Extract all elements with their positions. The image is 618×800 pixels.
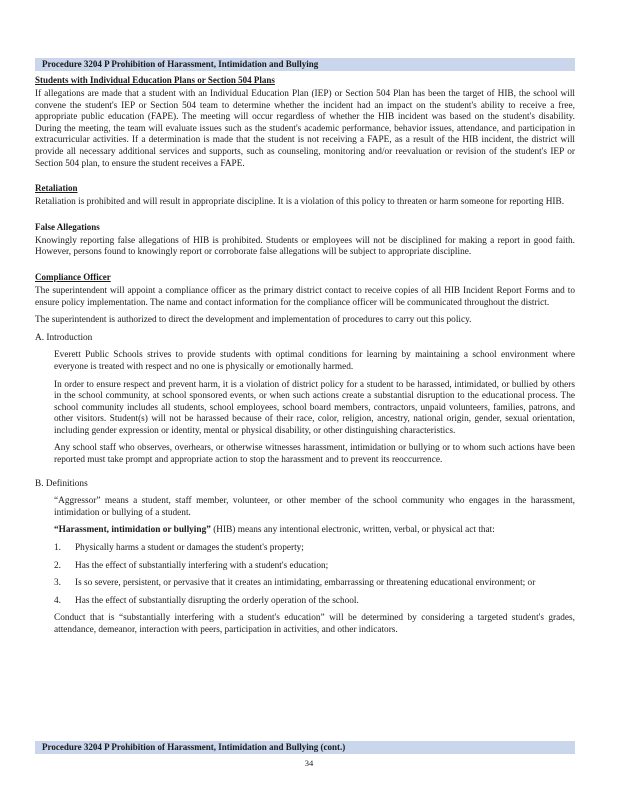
list-item bbox=[54, 561, 575, 573]
list-number: 2. bbox=[54, 560, 61, 571]
list-item bbox=[54, 578, 575, 590]
list-item bbox=[54, 596, 575, 608]
paragraph-intro-1: Everett Public Schools strives to provide students with optimal conditions for learning by maintaining a school environment where everyone is treated with respect and no one is physically or emotionally harmed. bbox=[54, 350, 575, 372]
paragraph-aggressor: “Aggressor” means a student, staff member, volunteer, or other member of the school community who engages in the harassment, intimidation or bullying of a student. bbox=[54, 496, 575, 518]
paragraph-intro-3: Any school staff who observes, overhears, or otherwise witnesses harassment, intimidation or bullying or to whom such actions have been reported must take prompt and appropriate action to stop the harassment and to prevent its reoccurrence. bbox=[54, 443, 575, 466]
paragraph-iep: If allegations are made that a student with an Individual Education Plan (IEP) or Section 504 Plan has been the target of HIB, the school will convene the student's IEP or Section 504 team to determine whether the incident had an impact on the student's ability to receive a free, appropriate public education (FAPE). The meeting will occur regardless of whether the HIB incident was based on the student's disability. During the meeting, the team will evaluate issues such as the student's academic performance, behavior issues, attendance, and participation in extracurricular activities. If a determination is made that the student is not receiving a FAPE, as a result of the HIB incident, the district will provide all necessary additional services and supports, such as counseling, monitoring and/or reevaluation or revision of the student's IEP or Section 504 plan, to ensure the student receives a FAPE. bbox=[35, 89, 575, 169]
section-heading-false-allegations: False Allegations bbox=[35, 221, 100, 232]
section-heading-introduction: A. Introduction bbox=[35, 332, 93, 343]
list-number: 4. bbox=[54, 595, 61, 606]
footer-bar-container bbox=[35, 741, 575, 754]
list-number: 3. bbox=[54, 578, 61, 589]
paragraph-conduct: Conduct that is “substantially interfering with a student's education” will be determined by considering a targeted student's grades, attendance, demeanor, interaction with peers, participation in activities, and other indicators. bbox=[54, 613, 575, 635]
document-page bbox=[35, 58, 575, 637]
section-heading-compliance: Compliance Officer bbox=[35, 271, 111, 282]
page-number: 34 bbox=[304, 758, 314, 768]
paragraph-compliance-2: The superintendent is authorized to direct the development and implementation of procedures to carry out this policy. bbox=[35, 315, 472, 326]
list-text: Has the effect of substantially disrupting the orderly operation of the school. bbox=[75, 595, 359, 606]
paragraph-false-allegations: Knowingly reporting false allegations of HIB is prohibited. Students or employees will not be disciplined for making a report in good faith. However, persons found to knowingly report or corroborate false allegations will be subject to appropriate discipline. bbox=[35, 235, 575, 258]
paragraph-compliance-1: The superintendent will appoint a compliance officer as the primary district contact to receive copies of all HIB Incident Report Forms and to ensure policy implementation. The name and contact information for the compliance officer will be communicated throughout the district. bbox=[35, 285, 575, 308]
list-text: Has the effect of substantially interfering with a student's education; bbox=[75, 560, 329, 571]
section-heading-definitions: B. Definitions bbox=[35, 478, 88, 489]
section-heading-retaliation: Retaliation bbox=[35, 183, 78, 194]
paragraph-hib-definition bbox=[54, 525, 575, 537]
paragraph-retaliation: Retaliation is prohibited and will result in appropriate discipline. It is a violation of this policy to threaten or harm someone for reporting HIB. bbox=[35, 197, 565, 208]
header-bar: Procedure 3204 P Prohibition of Harassment, Intimidation and Bullying bbox=[35, 58, 575, 71]
list-text: Is so severe, persistent, or pervasive that it creates an intimidating, embarrassing or threatening educational environment; or bbox=[75, 578, 536, 589]
section-heading-iep: Students with Individual Education Plans or Section 504 Plans bbox=[35, 75, 275, 85]
list-number: 1. bbox=[54, 543, 61, 554]
list-item bbox=[54, 543, 575, 555]
footer-bar: Procedure 3204 P Prohibition of Harassment, Intimidation and Bullying (cont.) bbox=[35, 741, 575, 754]
hib-term: “Harassment, intimidation or bullying” bbox=[54, 525, 211, 536]
paragraph-intro-2: In order to ensure respect and prevent harm, it is a violation of district policy for a student to be harassed, intimidated, or bullied by others in the school community, at school sponsored events, or when such actions create a substantial disruption to the educational process. The school community includes all students, school employees, school board members, contractors, unpaid volunteers, families, patrons, and other visitors. Student(s) will not be harassed because of their race, color, religion, ancestry, national origin, gender, sexual orientation, including gender expression or identity, mental or physical disability, or other distinguishing characteristics. bbox=[54, 379, 575, 436]
list-text: Physically harms a student or damages the student's property; bbox=[75, 543, 304, 554]
hib-definition-text: (HIB) means any intentional electronic, written, verbal, or physical act that: bbox=[210, 525, 495, 536]
